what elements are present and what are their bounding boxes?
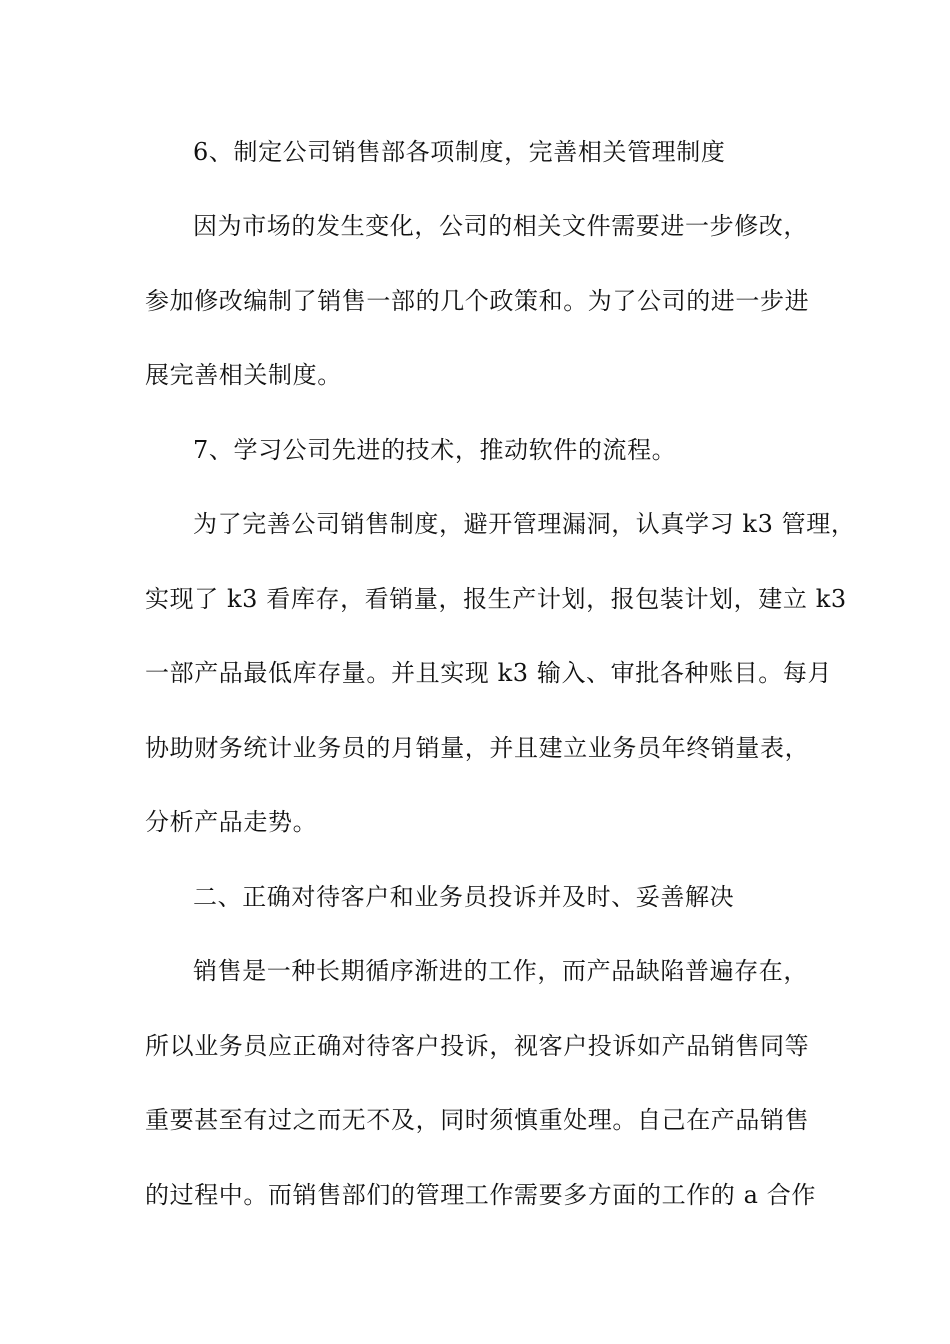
- section-heading-2: 二、正确对待客户和业务员投诉并及时、妥善解决: [193, 883, 735, 911]
- paragraph-line: 因为市场的发生变化，公司的相关文件需要进一步修改，: [193, 212, 808, 240]
- paragraph-line: 一部产品最低库存量。并且实现 k3 输入、审批各种账目。每月: [145, 659, 833, 687]
- heading-6: 6、制定公司销售部各项制度，完善相关管理制度: [193, 138, 726, 166]
- paragraph-line: 销售是一种长期循序渐进的工作，而产品缺陷普遍存在，: [193, 957, 808, 985]
- heading-7: 7、学习公司先进的技术，推动软件的流程。: [193, 436, 677, 464]
- paragraph-line: 展完善相关制度。: [145, 361, 342, 389]
- paragraph-line: 参加修改编制了销售一部的几个政策和。为了公司的进一步进: [145, 287, 810, 315]
- paragraph-line: 协助财务统计业务员的月销量，并且建立业务员年终销量表，: [145, 734, 810, 762]
- paragraph-line: 分析产品走势。: [145, 808, 318, 836]
- paragraph-line: 所以业务员应正确对待客户投诉，视客户投诉如产品销售同等: [145, 1032, 810, 1060]
- paragraph-line: 为了完善公司销售制度，避开管理漏洞，认真学习 k3 管理，: [193, 510, 856, 538]
- paragraph-line: 重要甚至有过之而无不及，同时须慎重处理。自己在产品销售: [145, 1106, 810, 1134]
- paragraph-line: 的过程中。而销售部们的管理工作需要多方面的工作的 a 合作: [145, 1181, 816, 1209]
- paragraph-line: 实现了 k3 看库存，看销量，报生产计划，报包装计划，建立 k3: [145, 585, 847, 613]
